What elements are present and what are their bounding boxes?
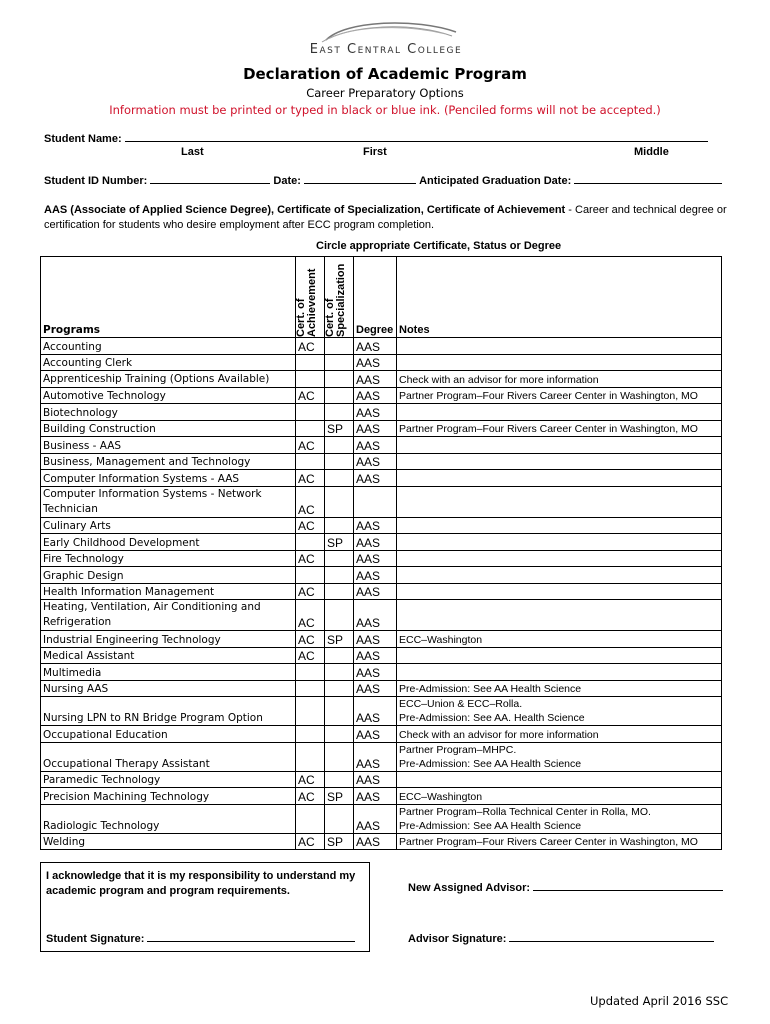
cert-achievement-cell — [296, 420, 325, 437]
table-row — [41, 631, 722, 648]
program-name: Fire Technology — [41, 550, 296, 567]
table-row — [41, 771, 722, 788]
cert-achievement-cell — [296, 804, 325, 833]
table-row — [41, 420, 722, 437]
degree-cell[interactable]: AAS — [354, 833, 397, 850]
notes-cell — [397, 354, 722, 371]
cert-achievement-cell — [296, 404, 325, 421]
table-header-row — [41, 257, 722, 338]
table-row — [41, 371, 722, 388]
degree-cell[interactable]: AAS — [354, 470, 397, 487]
footer-updated: Updated April 2016 SSC — [590, 994, 729, 1008]
degree-cell[interactable]: AAS — [354, 567, 397, 584]
program-name: Accounting Clerk — [41, 354, 296, 371]
table-row — [41, 387, 722, 404]
table-row — [41, 726, 722, 743]
degree-cell[interactable]: AAS — [354, 600, 397, 631]
cert-achievement-cell[interactable]: AC — [296, 771, 325, 788]
notes-cell: ECC–Washington — [397, 788, 722, 805]
student-id-row: Student ID Number: Date: Anticipated Graduation Date: — [44, 173, 734, 187]
table-row — [41, 664, 722, 681]
col-achievement-label: Cert. of Achievement — [295, 268, 318, 337]
program-name: Computer Information Systems - AAS — [41, 470, 296, 487]
program-name: Automotive Technology — [41, 387, 296, 404]
form-title: Declaration of Academic Program — [243, 65, 527, 83]
program-name: Welding — [41, 833, 296, 850]
date-label: Date — [273, 175, 298, 187]
degree-cell[interactable]: AAS — [354, 338, 397, 355]
cert-specialization-cell — [325, 771, 354, 788]
program-name: Radiologic Technology — [41, 804, 296, 833]
cert-specialization-cell — [325, 453, 354, 470]
cert-achievement-cell — [296, 534, 325, 551]
notes-cell — [397, 647, 722, 664]
cert-achievement-cell[interactable]: AC — [296, 788, 325, 805]
notes-cell: Partner Program–Four Rivers Career Center in Washington, MO — [397, 833, 722, 850]
notes-cell — [397, 404, 722, 421]
col-notes-label: Notes — [399, 324, 430, 336]
table-row — [41, 486, 722, 517]
table-row — [41, 453, 722, 470]
cert-specialization-cell — [325, 647, 354, 664]
col-notes-header — [397, 257, 722, 338]
program-name: Business - AAS — [41, 437, 296, 454]
table-row — [41, 647, 722, 664]
advisor-signature-label: Advisor Signature: — [408, 933, 507, 945]
degree-cell[interactable]: AAS — [354, 420, 397, 437]
table-row — [41, 517, 722, 534]
new-advisor-label: New Assigned Advisor: — [408, 882, 531, 894]
notes-cell — [397, 453, 722, 470]
circle-instruction: Circle appropriate Certificate, Status or Degree — [316, 240, 562, 252]
col-achievement-header — [296, 257, 325, 338]
table-row — [41, 404, 722, 421]
student-name-field[interactable] — [125, 131, 708, 142]
degree-cell[interactable]: AAS — [354, 517, 397, 534]
cert-specialization-cell — [325, 486, 354, 517]
cert-achievement-cell — [296, 453, 325, 470]
program-name: Biotechnology — [41, 404, 296, 421]
notes-cell — [397, 664, 722, 681]
col-programs-label: Programs — [43, 324, 101, 336]
table-row — [41, 550, 722, 567]
degree-cell[interactable]: AAS — [354, 437, 397, 454]
degree-cell — [354, 486, 397, 517]
program-name: Graphic Design — [41, 567, 296, 584]
program-name: Apprenticeship Training (Options Available) — [41, 371, 296, 388]
degree-cell[interactable]: AAS — [354, 788, 397, 805]
degree-cell[interactable]: AAS — [354, 387, 397, 404]
cert-achievement-cell — [296, 371, 325, 388]
student-name-row: Student Name: — [44, 131, 734, 145]
cert-specialization-cell[interactable]: SP — [325, 420, 354, 437]
cert-achievement-cell[interactable]: AC — [296, 550, 325, 567]
notes-cell: Check with an advisor for more information — [397, 726, 722, 743]
notes-cell — [397, 583, 722, 600]
cert-achievement-cell — [296, 742, 325, 771]
cert-achievement-cell[interactable]: AC — [296, 833, 325, 850]
logo-text: East Central College — [309, 42, 463, 57]
col-specialization-label: Cert. of Specialization — [324, 263, 347, 337]
notes-cell: Pre-Admission: See AA Health Science — [397, 680, 722, 697]
table-row — [41, 742, 722, 771]
cert-specialization-cell — [325, 600, 354, 631]
notes-cell: ECC–Union & ECC–Rolla. Pre-Admission: See AA. Health Science — [397, 697, 722, 726]
notes-cell: Partner Program–MHPC. Pre-Admission: See AA Health Science — [397, 742, 722, 771]
cert-specialization-cell — [325, 664, 354, 681]
table-row — [41, 600, 722, 631]
student-signature-label: Student Signature: — [46, 933, 145, 945]
student-id-label: Student ID Number — [44, 175, 144, 187]
table-row — [41, 804, 722, 833]
degree-cell[interactable]: AAS — [354, 697, 397, 726]
first-name-caption: First — [363, 146, 387, 158]
degree-cell[interactable]: AAS — [354, 742, 397, 771]
cert-specialization-cell — [325, 338, 354, 355]
advisor-signature-row — [408, 931, 714, 945]
table-row — [41, 583, 722, 600]
program-table — [40, 256, 722, 850]
notes-cell: Check with an advisor for more information — [397, 371, 722, 388]
degree-cell[interactable]: AAS — [354, 726, 397, 743]
degree-cell[interactable]: AAS — [354, 550, 397, 567]
ink-warning: Information must be printed or typed in black or blue ink. (Penciled forms will not be accepted.) — [109, 103, 661, 117]
cert-achievement-cell — [296, 567, 325, 584]
program-name: Culinary Arts — [41, 517, 296, 534]
program-name: Business, Management and Technology — [41, 453, 296, 470]
notes-cell: Partner Program–Rolla Technical Center in Rolla, MO. Pre-Admission: See AA Health Science — [397, 804, 722, 833]
program-intro-bold: AAS (Associate of Applied Science Degree), Certificate of Specialization, Certificate of Achievement — [44, 204, 566, 216]
notes-cell: Partner Program–Four Rivers Career Center in Washington, MO — [397, 387, 722, 404]
program-name: Paramedic Technology — [41, 771, 296, 788]
program-name: Medical Assistant — [41, 647, 296, 664]
cert-achievement-cell[interactable]: AC — [296, 387, 325, 404]
middle-name-caption: Middle — [634, 146, 669, 158]
cert-achievement-cell[interactable]: AC — [296, 470, 325, 487]
degree-cell[interactable]: AAS — [354, 804, 397, 833]
program-name: Occupational Education — [41, 726, 296, 743]
cert-achievement-cell — [296, 680, 325, 697]
degree-cell[interactable]: AAS — [354, 771, 397, 788]
notes-cell: Partner Program–Four Rivers Career Center in Washington, MO — [397, 420, 722, 437]
table-row — [41, 534, 722, 551]
cert-specialization-cell — [325, 470, 354, 487]
table-row — [41, 833, 722, 850]
degree-cell[interactable]: AAS — [354, 583, 397, 600]
program-name: Occupational Therapy Assistant — [41, 742, 296, 771]
notes-cell — [397, 486, 722, 517]
table-row — [41, 470, 722, 487]
degree-cell[interactable]: AAS — [354, 354, 397, 371]
degree-cell[interactable]: AAS — [354, 647, 397, 664]
cert-specialization-cell — [325, 517, 354, 534]
program-name: Industrial Engineering Technology — [41, 631, 296, 648]
cert-achievement-cell — [296, 354, 325, 371]
notes-cell — [397, 550, 722, 567]
cert-specialization-cell — [325, 697, 354, 726]
cert-specialization-cell — [325, 371, 354, 388]
cert-achievement-cell[interactable]: AC — [296, 517, 325, 534]
notes-cell — [397, 567, 722, 584]
degree-cell[interactable]: AAS — [354, 631, 397, 648]
col-specialization-header — [325, 257, 354, 338]
program-name: Multimedia — [41, 664, 296, 681]
cert-specialization-cell[interactable]: SP — [325, 534, 354, 551]
program-name: Health Information Management — [41, 583, 296, 600]
program-name: Early Childhood Development — [41, 534, 296, 551]
cert-specialization-cell — [325, 726, 354, 743]
cert-achievement-cell — [296, 664, 325, 681]
advisor-signature-field[interactable] — [509, 931, 714, 942]
table-row — [41, 437, 722, 454]
notes-cell — [397, 600, 722, 631]
program-name: Nursing LPN to RN Bridge Program Option — [41, 697, 296, 726]
degree-cell[interactable]: AAS — [354, 453, 397, 470]
form-subtitle: Career Preparatory Options — [306, 86, 464, 100]
cert-achievement-cell[interactable]: AC — [296, 600, 325, 631]
program-name: Heating, Ventilation, Air Conditioning and Refrigeration — [41, 600, 296, 631]
student-signature-row — [46, 931, 355, 945]
degree-cell[interactable]: AAS — [354, 534, 397, 551]
program-name: Computer Information Systems - Network Technician — [41, 486, 296, 517]
program-name: Building Construction — [41, 420, 296, 437]
notes-cell: ECC–Washington — [397, 631, 722, 648]
degree-cell[interactable]: AAS — [354, 404, 397, 421]
program-intro — [44, 203, 734, 233]
cert-specialization-cell[interactable]: SP — [325, 788, 354, 805]
college-logo — [296, 18, 476, 58]
cert-specialization-cell — [325, 550, 354, 567]
cert-achievement-cell — [296, 726, 325, 743]
program-intro-text: - Career and technical degree or certification for students who desire employment after ECC program completion. — [44, 204, 727, 231]
new-advisor-field[interactable] — [533, 880, 723, 891]
col-degree-label: Degree — [356, 324, 394, 336]
table-row — [41, 697, 722, 726]
notes-cell — [397, 517, 722, 534]
cert-achievement-cell[interactable]: AC — [296, 338, 325, 355]
advisor-row — [408, 880, 723, 894]
cert-achievement-cell[interactable]: AC — [296, 486, 325, 517]
cert-specialization-cell — [325, 680, 354, 697]
notes-cell — [397, 534, 722, 551]
cert-specialization-cell — [325, 567, 354, 584]
col-degree-header — [354, 257, 397, 338]
col-programs-header — [41, 257, 296, 338]
student-name-label: Student Name — [44, 133, 118, 145]
cert-specialization-cell — [325, 742, 354, 771]
student-signature-field[interactable] — [147, 931, 355, 942]
cert-specialization-cell — [325, 437, 354, 454]
program-table-body — [41, 338, 722, 850]
date-field[interactable] — [304, 173, 416, 184]
cert-specialization-cell[interactable]: SP — [325, 833, 354, 850]
table-row — [41, 567, 722, 584]
degree-cell[interactable]: AAS — [354, 371, 397, 388]
cert-achievement-cell[interactable]: AC — [296, 583, 325, 600]
graduation-date-label: Anticipated Graduation Date — [419, 175, 568, 187]
cert-specialization-cell — [325, 387, 354, 404]
table-row — [41, 788, 722, 805]
cert-achievement-cell[interactable]: AC — [296, 647, 325, 664]
cert-achievement-cell — [296, 697, 325, 726]
notes-cell — [397, 771, 722, 788]
cert-achievement-cell[interactable]: AC — [296, 437, 325, 454]
cert-achievement-cell[interactable]: AC — [296, 631, 325, 648]
notes-cell — [397, 470, 722, 487]
program-name: Accounting — [41, 338, 296, 355]
student-id-field[interactable] — [150, 173, 270, 184]
cert-specialization-cell — [325, 354, 354, 371]
table-row — [41, 354, 722, 371]
degree-cell[interactable]: AAS — [354, 680, 397, 697]
notes-cell — [397, 437, 722, 454]
degree-cell[interactable]: AAS — [354, 664, 397, 681]
table-row — [41, 680, 722, 697]
cert-specialization-cell — [325, 404, 354, 421]
acknowledgement-text: I acknowledge that it is my responsibility to understand my academic program and program requirements. — [46, 870, 356, 897]
cert-specialization-cell — [325, 804, 354, 833]
last-name-caption: Last — [181, 146, 204, 158]
graduation-date-field[interactable] — [574, 173, 722, 184]
table-row — [41, 338, 722, 355]
notes-cell — [397, 338, 722, 355]
cert-specialization-cell[interactable]: SP — [325, 631, 354, 648]
program-name: Nursing AAS — [41, 680, 296, 697]
cert-specialization-cell — [325, 583, 354, 600]
program-name: Precision Machining Technology — [41, 788, 296, 805]
